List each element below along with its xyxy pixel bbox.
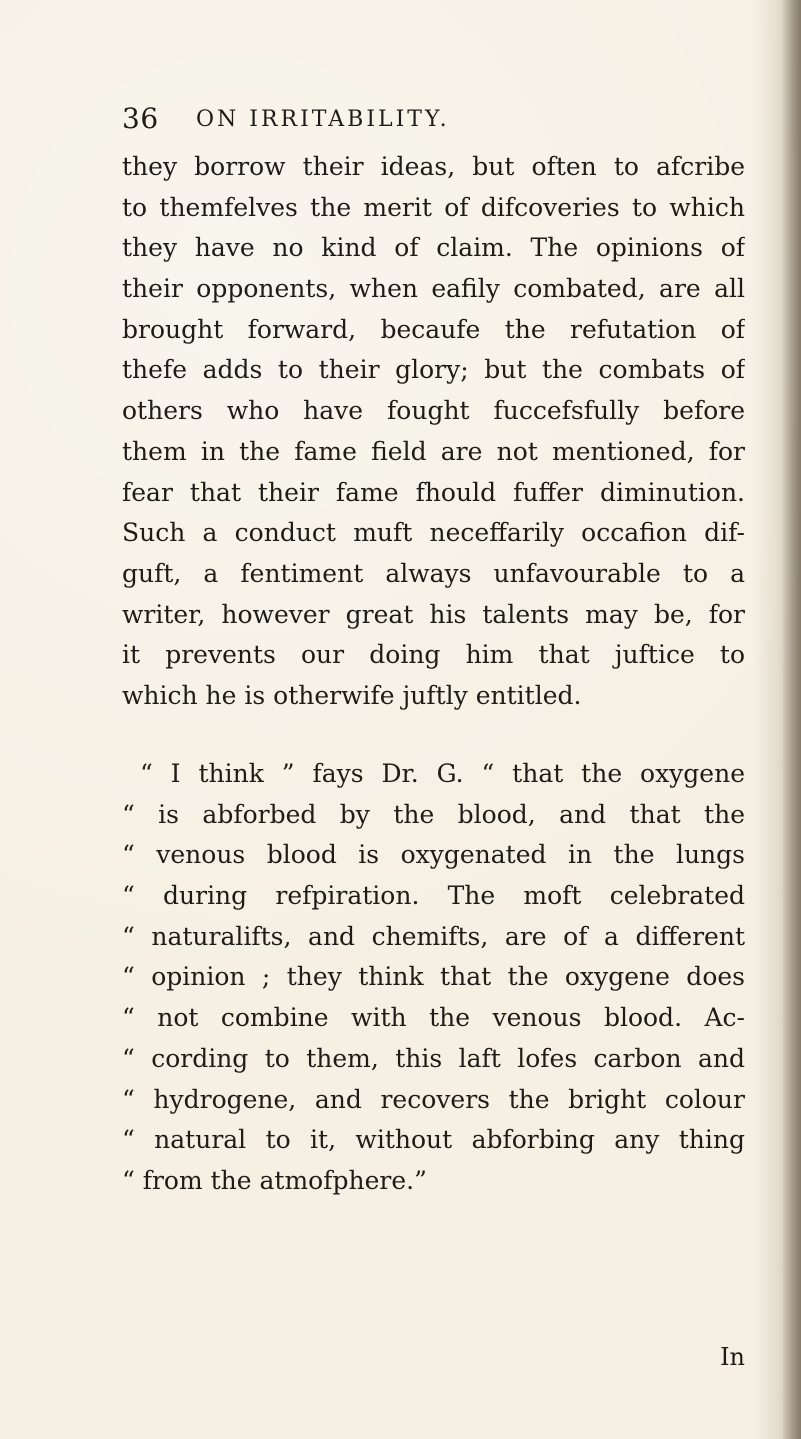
page-number: 36: [122, 102, 159, 135]
quotation-line: “ during refpiration. The moft celebrated: [122, 881, 745, 911]
quotation-line: “ I think ” fays Dr. G. “ that the oxygene: [140, 759, 745, 788]
text-line: Such a conduct muft neceffarily occafion dif-: [122, 518, 745, 548]
text-line: them in the fame field are not mentioned, for: [122, 436, 745, 466]
quotation-line: “ venous blood is oxygenated in the lungs: [122, 840, 745, 870]
text-line: which he is otherwife juftly entitled.: [122, 680, 582, 710]
quotation-line: “ naturalifts, and chemifts, are of a different: [122, 921, 745, 951]
quotation-line: “ hydrogene, and recovers the bright colour: [122, 1084, 745, 1114]
quotation-line: “ not combine with the venous blood. Ac-: [122, 1003, 745, 1033]
text-line: to themfelves the merit of difcoveries to which: [122, 192, 745, 222]
quotation-line: “ from the atmofphere.”: [122, 1165, 427, 1195]
text-line: brought forward, becaufe the refutation of: [122, 314, 745, 344]
page-edge-shadow: [783, 0, 801, 1439]
quotation-line: “ is abforbed by the blood, and that the: [122, 799, 745, 829]
page-header: [122, 103, 742, 143]
text-line: thefe adds to their glory; but the combats of: [122, 355, 745, 385]
catchword: In: [720, 1343, 745, 1371]
paragraph-1: [122, 147, 745, 717]
text-line: writer, however great his talents may be, for: [122, 599, 745, 629]
paragraph-2-quotation: [122, 754, 745, 1202]
text-line: their opponents, when eafily combated, are all: [122, 274, 745, 304]
text-line: they have no kind of claim. The opinions of: [122, 233, 745, 263]
text-line: fear that their fame fhould fuffer diminution.: [122, 477, 745, 507]
quotation-line: “ cording to them, this laft lofes carbon and: [122, 1043, 745, 1073]
quotation-line: “ opinion ; they think that the oxygene does: [122, 962, 745, 992]
text-line: they borrow their ideas, but often to afcribe: [122, 152, 745, 181]
text-line: others who have fought fuccefsfully before: [122, 396, 745, 426]
text-line: guft, a fentiment always unfavourable to a: [122, 558, 745, 588]
running-head: ON IRRITABILITY.: [196, 107, 450, 132]
text-line: it prevents our doing him that juftice to: [122, 640, 745, 670]
quotation-line: “ natural to it, without abforbing any thing: [122, 1125, 745, 1155]
